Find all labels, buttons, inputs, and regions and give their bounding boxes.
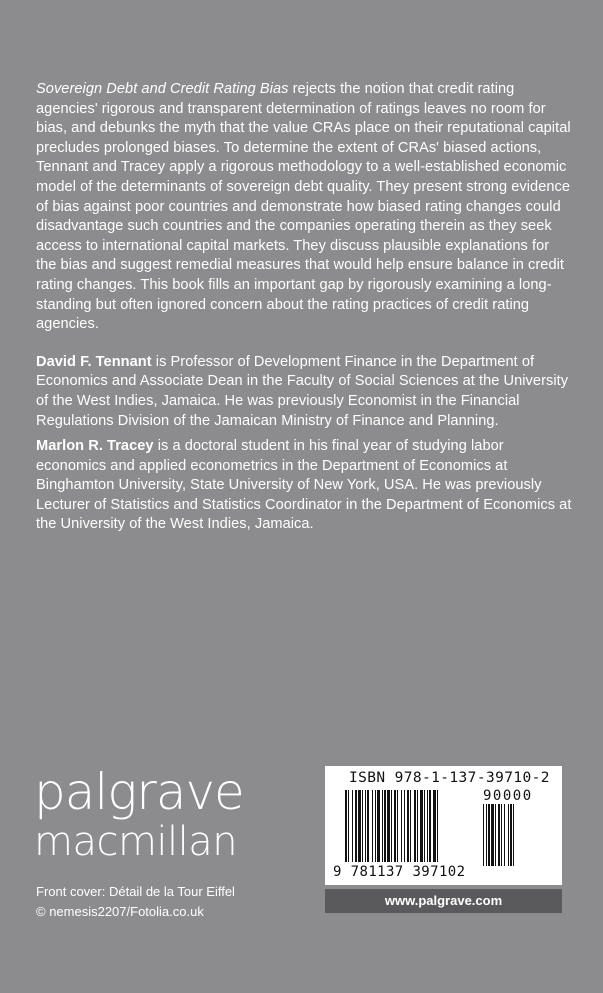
barcode-number: 9 781137 397102 bbox=[333, 864, 466, 880]
author-bio-tracey bbox=[36, 437, 572, 535]
barcode-bar bbox=[513, 804, 514, 866]
barcode-bar bbox=[424, 790, 425, 862]
barcode-bar bbox=[367, 790, 369, 862]
barcode-bar bbox=[372, 790, 373, 862]
copyright-line: © nemesis2207/Fotolia.co.uk bbox=[36, 904, 204, 919]
barcode-bar bbox=[483, 804, 484, 866]
description-paragraph bbox=[36, 80, 572, 335]
publisher-website[interactable]: www.palgrave.com bbox=[325, 889, 562, 913]
barcode-bar bbox=[407, 790, 409, 862]
book-title: Sovereign Debt and Credit Rating Bias bbox=[36, 81, 289, 97]
back-cover-blurb bbox=[36, 80, 572, 535]
barcode-bars bbox=[325, 766, 562, 866]
barcode-bar bbox=[352, 790, 353, 862]
publisher-logo bbox=[34, 764, 244, 864]
cover-credit bbox=[36, 882, 235, 922]
barcode-bar bbox=[420, 790, 423, 862]
barcode-bar bbox=[401, 790, 402, 862]
barcode-bar bbox=[377, 790, 380, 862]
barcode-bar bbox=[394, 790, 396, 862]
barcode-bar bbox=[358, 790, 361, 862]
isbn-label: ISBN 978-1-137-39710-2 bbox=[349, 770, 550, 786]
barcode-bar bbox=[345, 790, 347, 862]
barcode-bar bbox=[397, 790, 398, 862]
barcode-bar bbox=[362, 790, 363, 862]
author-bio-text: is Professor of Development Finance in the Department of Economics and Associate Dean in the Faculty of Social Sciences at the University of the West Indies, Jamaica. He was previously Economist in the Financial Regulations Division of the Jamaican Ministry of Finance and Planning. bbox=[36, 353, 569, 429]
barcode-bar bbox=[491, 804, 494, 866]
barcode-bar bbox=[387, 790, 390, 862]
barcode-bar bbox=[504, 804, 505, 866]
barcode-bar bbox=[404, 790, 405, 862]
barcode-bar bbox=[508, 804, 509, 866]
barcode-bar bbox=[510, 804, 512, 866]
author-name: Marlon R. Tracey bbox=[36, 438, 154, 455]
barcode-bar bbox=[427, 790, 428, 862]
description-text: rejects the notion that credit rating agencies' rigorous and transparent determination of ratings leaves no room for bias, and debunks the myth that the value CRAs place on their reputational capital precludes prolonged biases. To determine the extent of CRAs' biased actions, Tennant and Tracey apply a rigorous methodology to a well-established economic model of the determinants of sovereign debt quality. They present strong evidence of bias against poor countries and demonstrate how biased rating changes could disadvantage such countries and the companies operating therein as they seek access to international capital markets. They discuss plausible explanations for the bias and suggest remedial measures that would help ensure balance in credit rating changes. This book fills an important gap by rigorously examining a long-standing but often ignored concern about the rating practices of credit rating agencies. bbox=[36, 81, 571, 333]
barcode-bar bbox=[488, 804, 490, 866]
barcode-bar bbox=[384, 790, 386, 862]
barcode-bar bbox=[501, 804, 502, 866]
logo-line-palgrave: palgrave bbox=[34, 763, 244, 821]
barcode-bar bbox=[495, 804, 496, 866]
author-bio-text: is a doctoral student in his final year of studying labor economics and applied econometrics in the Department of Economics at Binghamton University, State University of New York, USA. He was previously Lecturer of Statistics and Statistics Coordinator in the Department of Economics at the University of the West Indies, Jamaica. bbox=[36, 438, 572, 533]
barcode-bar bbox=[417, 790, 418, 862]
barcode-bar bbox=[498, 804, 500, 866]
logo-line-macmillan: macmillan bbox=[34, 819, 238, 865]
barcode-bar bbox=[365, 790, 366, 862]
barcode-bar bbox=[382, 790, 383, 862]
barcode-bar bbox=[375, 790, 376, 862]
barcode-bar bbox=[355, 790, 357, 862]
barcode-bar bbox=[433, 790, 436, 862]
barcode-bar bbox=[410, 790, 411, 862]
isbn-barcode bbox=[325, 766, 562, 885]
barcode-bar bbox=[486, 804, 487, 866]
cover-credit-line: Front cover: Détail de la Tour Eiffel bbox=[36, 884, 235, 899]
barcode-bar bbox=[414, 790, 416, 862]
price-code: 90000 bbox=[483, 788, 533, 804]
barcode-bar bbox=[437, 790, 438, 862]
author-bio-tennant bbox=[36, 353, 572, 431]
barcode-bar bbox=[348, 790, 349, 862]
author-name: David F. Tennant bbox=[36, 353, 152, 370]
barcode-bar bbox=[429, 790, 431, 862]
barcode-bar bbox=[391, 790, 392, 862]
